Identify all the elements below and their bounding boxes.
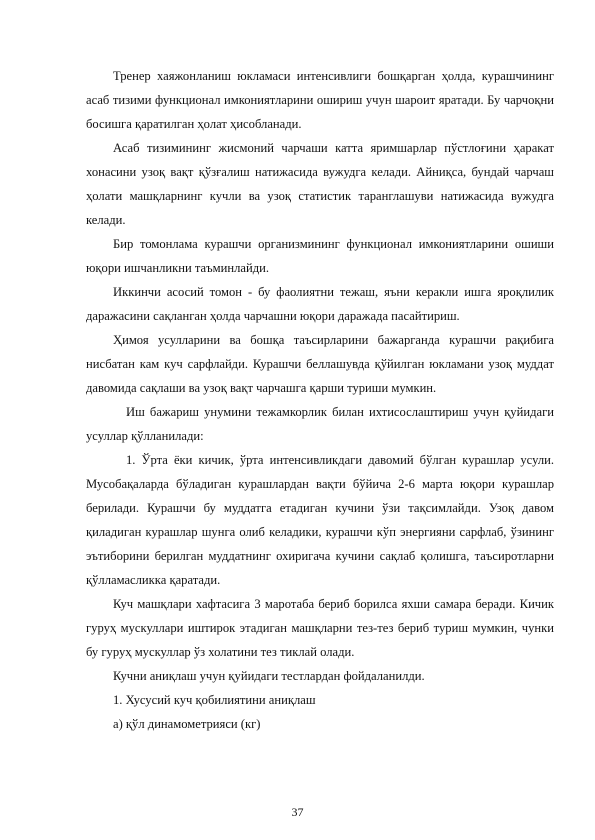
paragraph-coach-load: Тренер хаяжонланиш юкламаси интенсивлиги бошқарган ҳолда, курашчининг асаб тизими функционал имкониятларини ошириш учун шароит яратади. Бу чарчоқни босишга қаратилган ҳолат ҳисобланади. <box>86 69 554 131</box>
paragraph-method-one: 1. Ўрта ёки кичик, ўрта интенсивликдаги давомий бўлган курашлар усули. Мусобақаларда бўладиган курашлардан вақти бўйича 2-6 марта юқори курашлар берилади. Курашчи бу муддатга етадиган кучини ўзи тақсимлайди. Узоқ давом қиладиган курашлар шунга олиб келадики, курашчи кўп энергияни сарфлаб, ўзининг эътиборини берилган муддатнинг охиригача кучини сақлаб қолишга, таъсиротларни қўлламасликка қаратади. <box>86 453 554 587</box>
paragraph-second-aspect: Иккинчи асосий томон - бу фаолиятни тежаш, яъни керакли ишга яроқлилик даражасини сақланган ҳолда чарчашни юқори даражада пасайтириш. <box>86 285 554 323</box>
paragraph-tests-intro: Кучни аниқлаш учун қуйидаги тестлардан фойдаланилди. <box>113 669 425 683</box>
page-number: 37 <box>291 805 304 819</box>
list-item-special-strength: 1. Хусусий куч қобилиятини аниқлаш <box>113 693 316 707</box>
paragraph-strength-exercises: Куч машқлари хафтасига 3 маротаба бериб борилса яхши самара беради. Кичик гуруҳ мускуллари иштирок этадиган машқларни тез-тез бериб туриш мумкин, чунки бу гуруҳ мускуллар ўз холатини тез тиклай олади. <box>86 597 554 659</box>
paragraph-functional-capacity: Бир томонлама курашчи организмининг функционал имкониятларини ошиши юқори ишчанликни таъминлайди. <box>86 237 554 275</box>
document-page <box>86 64 554 736</box>
paragraph-nervous-fatigue: Асаб тизимининг жисмоний чарчаши катта яримшарлар пўстлоғини ҳаракат хонасини узоқ вақт қўзғалиш натижасида вужудга келади. Айниқса, бундай чарчаш ҳолати машқларнинг кучли ва узоқ статистик таранглашуви натижасида вужудга келади. <box>86 141 554 227</box>
paragraph-defense-techniques: Ҳимоя усулларини ва бошқа таъсирларини бажарганда курашчи рақибига нисбатан кам куч сарфлайди. Курашчи беллашувда қўйилган юкламани узоқ муддат давомида сақлаши ва узоқ вақт чарчашга қарши туриши мумкин. <box>86 333 554 395</box>
list-item-hand-dynamometry: а) қўл динамометрияси (кг) <box>113 717 261 731</box>
paragraph-methods-intro: Иш бажариш унумини тежамкорлик билан ихтисослаштириш учун қуйидаги усуллар қўлланилади: <box>86 405 554 443</box>
